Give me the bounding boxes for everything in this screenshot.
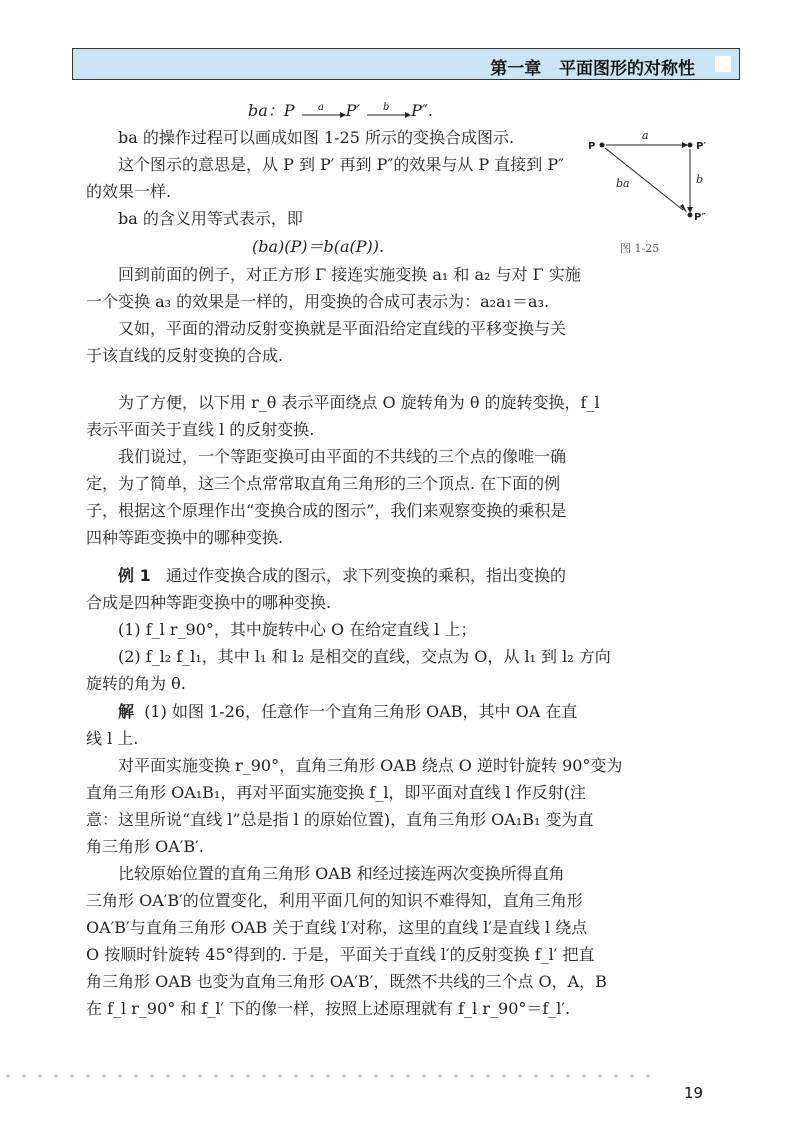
- solution-line: 比较原始位置的直角三角形 OAB 和经过接连两次变换所得直角: [118, 864, 565, 883]
- label-ba: ba: [616, 177, 630, 190]
- para1-line: ba 的操作过程可以画成如图 1-25 所示的变换合成图示.: [118, 128, 515, 147]
- footer-dot: [374, 1074, 377, 1077]
- footer-dot: [534, 1074, 537, 1077]
- point-p2: [688, 213, 693, 218]
- point-p: [600, 143, 605, 148]
- label-p: P: [588, 141, 596, 152]
- para1-line: 这个图示的意思是，从 P 到 P′ 再到 P″的效果与从 P 直接到 P″: [118, 155, 565, 174]
- footer-dot: [518, 1074, 521, 1077]
- footer-dot: [86, 1074, 89, 1077]
- solution-line: 对平面实施变换 r_90°，直角三角形 OAB 绕点 O 逆时针旋转 90°变为: [118, 756, 623, 775]
- footer-dot: [310, 1074, 313, 1077]
- footer-dot: [118, 1074, 121, 1077]
- para2-line: 又如，平面的滑动反射变换就是平面沿给定直线的平移变换与关: [118, 319, 567, 338]
- footer-dot: [454, 1074, 457, 1077]
- footer-dot: [22, 1074, 25, 1077]
- footer-dot: [198, 1074, 201, 1077]
- para1-line: ba 的含义用等式表示，即: [118, 209, 303, 228]
- chapter-name: 平面图形的对称性: [559, 59, 695, 79]
- para2-line: 一个变换 a₃ 的效果是一样的，用变换的合成可表示为：a₂a₁＝a₃.: [86, 292, 550, 311]
- footer-dot: [182, 1074, 185, 1077]
- example-line: 旋转的角为 θ.: [86, 674, 186, 693]
- footer-dot: [278, 1074, 281, 1077]
- formula-ba-chain: [248, 101, 433, 122]
- arrow-a-head: [682, 142, 688, 148]
- footer-dot: [166, 1074, 169, 1077]
- footer-dotted-rule: [0, 1072, 800, 1080]
- footer-dot: [470, 1074, 473, 1077]
- example-line: (2) f_l₂ f_l₁，其中 l₁ 和 l₂ 是相交的直线，交点为 O，从 l₁ 到 l₂ 方向: [118, 647, 611, 666]
- solution-label: 解: [118, 702, 135, 721]
- footer-dot: [54, 1074, 57, 1077]
- transform-composition-diagram: [586, 125, 726, 225]
- para3-line: 子，根据这个原理作出“变换合成的图示”，我们来观察变换的乘积是: [86, 501, 567, 520]
- example-label: 例 1: [118, 566, 151, 585]
- footer-dot: [214, 1074, 217, 1077]
- footer-dot: [102, 1074, 105, 1077]
- para1-line: 的效果一样.: [86, 182, 172, 201]
- footer-dot: [6, 1074, 9, 1077]
- label-p2: P″: [694, 212, 706, 223]
- arrow-a-label: a: [317, 101, 324, 113]
- footer-dot: [342, 1074, 345, 1077]
- footer-dot: [598, 1074, 601, 1077]
- figure-caption: 图 1-25: [620, 242, 660, 255]
- chapter-title: [490, 54, 695, 79]
- footer-dot: [38, 1074, 41, 1077]
- para3-line: 定，为了简单，这三个点常常取直角三角形的三个顶点. 在下面的例: [86, 474, 561, 493]
- example-line: 合成是四种等距变换中的哪种变换.: [86, 593, 332, 612]
- solution-line: 线 l 上.: [86, 729, 139, 748]
- footer-dot: [390, 1074, 393, 1077]
- formula-lead: ba：P: [248, 101, 295, 120]
- footer-dot: [134, 1074, 137, 1077]
- formula-p2: P″.: [411, 101, 433, 120]
- para3-line: 四种等距变换中的哪种变换.: [86, 528, 284, 547]
- solution-text: (1) 如图 1-26，任意作一个直角三角形 OAB，其中 OA 在直: [144, 702, 578, 721]
- footer-dot: [262, 1074, 265, 1077]
- arrow-b-head: [687, 207, 693, 213]
- chapter-number: 第一章: [490, 59, 542, 79]
- footer-dot: [646, 1074, 649, 1077]
- label-b: b: [696, 173, 704, 186]
- footer-dot: [406, 1074, 409, 1077]
- solution-line: 角三角形 OA′B′.: [86, 837, 204, 856]
- footer-dot: [326, 1074, 329, 1077]
- example-text: 通过作变换合成的图示，求下列变换的乘积，指出变换的: [165, 566, 566, 585]
- para2-line: 于该直线的反射变换的合成.: [86, 346, 284, 365]
- footer-dot: [566, 1074, 569, 1077]
- label-p1: P′: [696, 141, 706, 152]
- solution-line: O 按顺时针旋转 45°得到的. 于是，平面关于直线 l′的反射变换 f_l′ 把直: [86, 945, 595, 964]
- footer-dot: [486, 1074, 489, 1077]
- solution-line: 意：这里所说“直线 l”总是指 l 的原始位置)，直角三角形 OA₁B₁ 变为直: [86, 810, 594, 829]
- footer-dot: [422, 1074, 425, 1077]
- footer-dot: [358, 1074, 361, 1077]
- header-square-icon: [715, 56, 731, 72]
- solution-line: 角三角形 OAB 也变为直角三角形 OA′B′，既然不共线的三个点 O，A，B: [86, 972, 607, 991]
- point-p1: [688, 143, 693, 148]
- arrow-b-label: b: [383, 101, 390, 113]
- solution-line: 在 f_l r_90° 和 f_l′ 下的像一样，按照上述原理就有 f_l r_90°＝f_l′.: [86, 999, 571, 1018]
- arrow-b-icon: [365, 102, 411, 122]
- arrow-a-icon: [300, 102, 346, 122]
- footer-dot: [150, 1074, 153, 1077]
- para3-line: 为了方便，以下用 r_θ 表示平面绕点 O 旋转角为 θ 的旋转变换，f_l: [118, 393, 600, 412]
- solution-line: [118, 702, 577, 722]
- formula-p1: P′: [345, 101, 361, 120]
- footer-dot: [550, 1074, 553, 1077]
- solution-line: OA′B′与直角三角形 OAB 关于直线 l′对称，这里的直线 l′是直线 l 绕点: [86, 918, 588, 937]
- page-number: 19: [684, 1084, 704, 1102]
- footer-dot: [230, 1074, 233, 1077]
- footer-dot: [614, 1074, 617, 1077]
- para3-line: 表示平面关于直线 l 的反射变换.: [86, 420, 315, 439]
- footer-dot: [246, 1074, 249, 1077]
- solution-line: 三角形 OA′B′的位置变化，利用平面几何的知识不难得知，直角三角形: [86, 891, 583, 910]
- example-line: (1) f_l r_90°，其中旋转中心 O 在给定直线 l 上；: [118, 620, 477, 639]
- footer-dot: [502, 1074, 505, 1077]
- label-a: a: [642, 129, 649, 142]
- example-line: [118, 566, 566, 586]
- solution-line: 直角三角形 OA₁B₁，再对平面实施变换 f_l，即平面对直线 l 作反射(注: [86, 783, 587, 802]
- footer-dot: [294, 1074, 297, 1077]
- para2-line: 回到前面的例子，对正方形 Γ 接连实施变换 a₁ 和 a₂ 与对 Γ 实施: [118, 265, 581, 284]
- formula-ba-equation: (ba)(P)＝b(a(P)).: [252, 237, 385, 256]
- footer-dot: [582, 1074, 585, 1077]
- footer-dot: [438, 1074, 441, 1077]
- footer-dot: [630, 1074, 633, 1077]
- para3-line: 我们说过，一个等距变换可由平面的不共线的三个点的像唯一确: [118, 447, 567, 466]
- footer-dot: [70, 1074, 73, 1077]
- chapter-header: [72, 48, 740, 80]
